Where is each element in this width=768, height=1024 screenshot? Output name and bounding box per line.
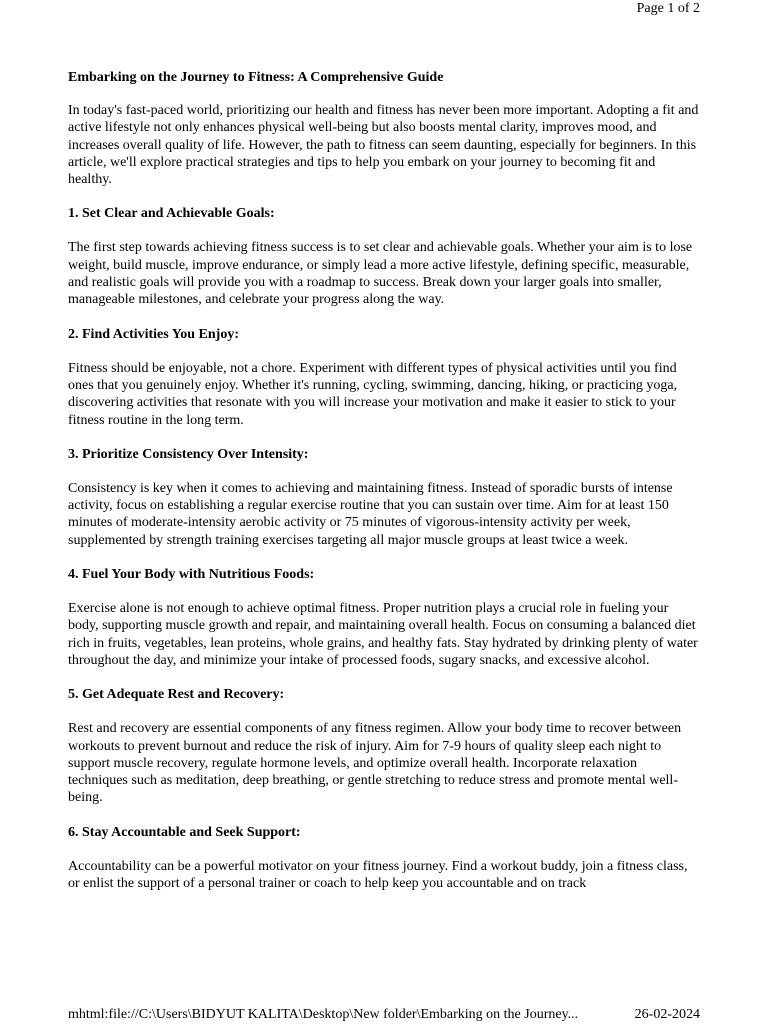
section-body-5: Rest and recovery are essential components of any fitness regimen. Allow your body time to recover between workouts to prevent burnout and reduce the risk of injury. Aim for 7-9 hours of quality sleep each night to support muscle recovery, regulate hormone levels, and optimize overall health. Incorporate relaxation techniques such as meditation, deep breathing, or gentle stretching to reduce stress and promote mental well-being. <box>68 721 682 806</box>
document-body <box>68 69 700 909</box>
section-heading-5: 5. Get Adequate Rest and Recovery: <box>68 687 285 703</box>
footer-date: 26-02-2024 <box>634 1007 700 1022</box>
section-body-3: Consistency is key when it comes to achieving and maintaining fitness. Instead of sporadic bursts of intense activity, focus on establishing a regular exercise routine that you can sustain over time. Aim for at least 150 minutes of moderate-intensity aerobic activity or 75 minutes of vigorous-intensity activity per week, supplemented by strength training exercises targeting all major muscle groups at least twice a week. <box>68 480 673 548</box>
section-heading-1: 1. Set Clear and Achievable Goals: <box>68 206 275 222</box>
section-heading-4: 4. Fuel Your Body with Nutritious Foods: <box>68 567 315 583</box>
document-title: Embarking on the Journey to Fitness: A Comprehensive Guide <box>68 70 444 85</box>
section-heading-6: 6. Stay Accountable and Seek Support: <box>68 824 301 840</box>
footer-file-path: mhtml:file://C:\Users\BIDYUT KALITA\Desktop\New folder\Embarking on the Journey... <box>68 1007 579 1022</box>
section-body-6: Accountability can be a powerful motivator on your fitness journey. Find a workout buddy, join a fitness class, or enlist the support of a personal trainer or coach to help keep you accountable and on track <box>68 858 688 892</box>
page-number: Page 1 of 2 <box>636 1 700 16</box>
section-body-2: Fitness should be enjoyable, not a chore. Experiment with different types of physical activities until you find ones that you genuinely enjoy. Whether it's running, cycling, swimming, dancing, hiking, or practicing yoga, discovering activities that resonate with you will increase your motivation and make it easier to stick to your fitness routine in the long term. <box>68 360 678 428</box>
page-footer <box>68 1006 700 1023</box>
section-heading-3: 3. Prioritize Consistency Over Intensity: <box>68 446 309 462</box>
section-body-1: The first step towards achieving fitness success is to set clear and achievable goals. Whether your aim is to lose weight, build muscle, improve endurance, or simply lead a more active lifestyle, defining specific, measurable, and realistic goals will provide you with a roadmap to success. Break down your larger goals into smaller, manageable milestones, and celebrate your progress along the way. <box>68 240 693 308</box>
intro-paragraph: In today's fast-paced world, prioritizing our health and fitness has never been more important. Adopting a fit and active lifestyle not only enhances physical well-being but also boosts mental clarity, improves mood, and increases overall quality of life. However, the path to fitness can seem daunting, especially for beginners. In this article, we'll explore practical strategies and tips to help you embark on your journey to becoming fit and healthy. <box>68 103 699 188</box>
section-body-4: Exercise alone is not enough to achieve optimal fitness. Proper nutrition plays a crucial role in fueling your body, supporting muscle growth and repair, and maintaining overall health. Focus on consuming a balanced diet rich in fruits, vegetables, lean proteins, whole grains, and healthy fats. Stay hydrated by drinking plenty of water throughout the day, and minimize your intake of processed foods, sugary snacks, and excessive alcohol. <box>68 601 698 668</box>
section-heading-2: 2. Find Activities You Enjoy: <box>68 326 239 342</box>
